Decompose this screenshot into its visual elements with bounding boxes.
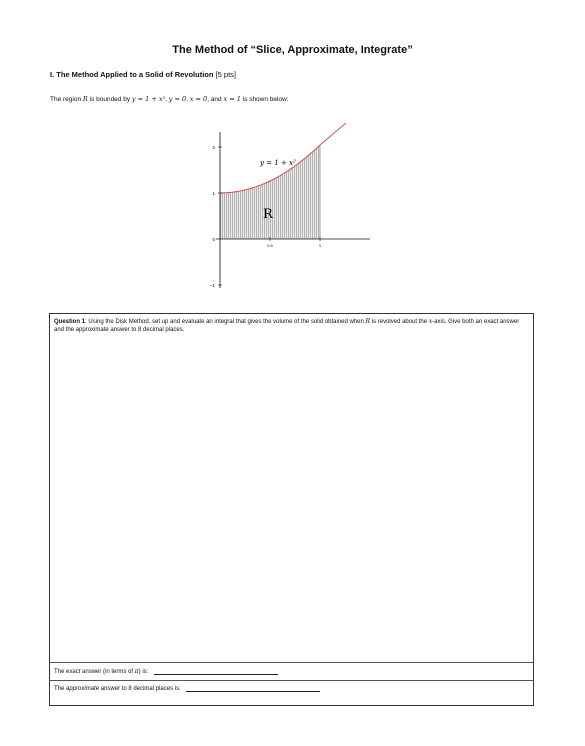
desc-eq4: x = 1: [223, 95, 241, 103]
desc-conj: and: [210, 96, 222, 103]
desc-bounded-by: is bounded by: [89, 96, 131, 103]
desc-suffix: is shown below:: [242, 96, 289, 103]
section-label: I. The Method Applied to a Solid of Revolution: [50, 70, 214, 79]
exact-answer-blank[interactable]: [154, 674, 278, 675]
question-region-var: R: [365, 318, 371, 325]
question-box: [49, 313, 534, 706]
question-axis-var: x: [428, 318, 433, 325]
approx-em: approximate: [66, 686, 100, 692]
document-title: The Method of “Slice, Approximate, Integrate”: [172, 44, 413, 56]
question-text-b: is revolved about the: [371, 319, 428, 325]
y-tick-label-0: 0: [212, 237, 215, 242]
section-points: [5 pts]: [215, 70, 236, 79]
desc-eq1: y = 1 + x²: [131, 95, 166, 103]
desc-region-var: R: [82, 95, 88, 103]
desc-eq2: y = 0: [168, 95, 187, 103]
exact-em: exact: [66, 669, 81, 675]
desc-prefix: The region: [50, 96, 82, 103]
x-tick-label-half: 0.5: [267, 243, 273, 248]
question-text: [54, 318, 530, 334]
approx-answer-blank[interactable]: [186, 691, 320, 692]
exact-pi: π: [134, 668, 139, 675]
exact-post: answer (in terms of: [82, 669, 134, 675]
y-tick-label-neg1: −1: [209, 283, 215, 288]
desc-eq3: x = 0: [189, 95, 208, 103]
exact-pre: The: [54, 669, 65, 675]
region-figure: [198, 118, 378, 298]
exact-answer-divider: [50, 662, 533, 663]
section-heading: [50, 70, 236, 79]
curve-label: y = 1 + x²: [260, 159, 296, 167]
x-tick-label-1: 1: [318, 243, 322, 248]
approx-answer-row: [54, 686, 320, 692]
y-tick-label-1: 1: [212, 191, 215, 196]
y-tick-label-2: 2: [212, 145, 215, 150]
region-label: R: [263, 207, 273, 222]
exact-answer-row: [54, 668, 278, 675]
question-text-c: -axis. Give both an exact answer and the approximate answer to 8 decimal places.: [54, 319, 520, 333]
approx-post: answer to 8 decimal places is:: [100, 686, 181, 692]
question-text-a: : Using the Disk Method, set up and evaluate an integral that gives the volume of the solid obtained when: [85, 319, 364, 325]
approx-pre: The: [54, 686, 65, 692]
region-description: The region R is bounded by y = 1 + x², y = 0, x = 0, and x = 1 is shown below:: [50, 95, 289, 103]
exact-end: ) is:: [138, 669, 149, 675]
approx-answer-divider: [50, 680, 533, 681]
question-label: Question 1: [54, 319, 86, 325]
